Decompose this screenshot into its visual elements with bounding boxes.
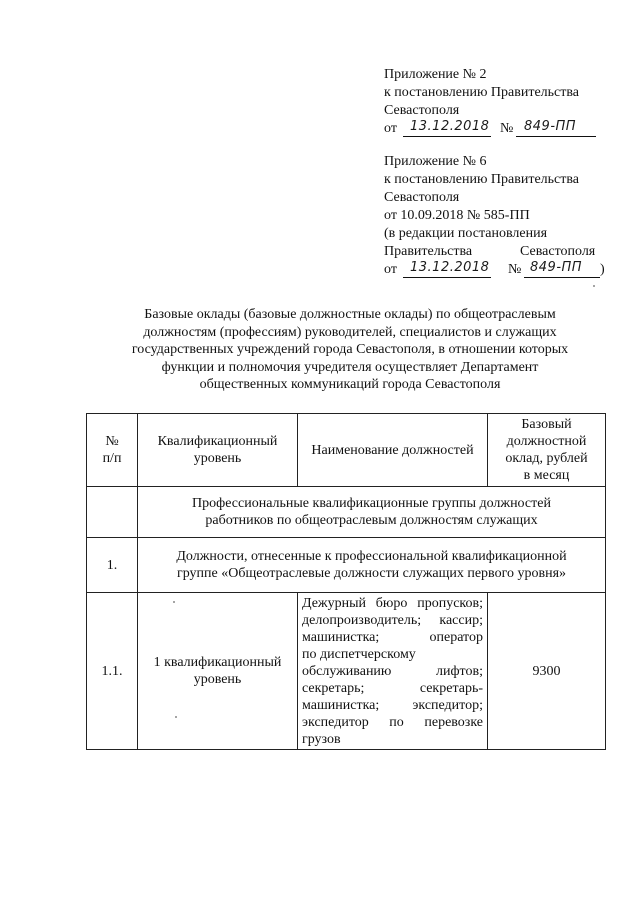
row-positions: Дежурный бюро пропусков; делопроизводитель; кассир; машинистка; оператор по диспетчерскому обслуживанию лифтов; секретарь; секретарь- машинистка; экспедитор; экспедитор по перевозке грузов — [298, 593, 488, 750]
appendix-6-number-prefix: № — [508, 262, 522, 277]
title-line: функции и полномочия учредителя осуществляет Департамент — [161, 359, 539, 375]
appendix-6-line6b: Севастополя — [520, 244, 596, 259]
appendix-2-date: 13.12.2018 — [410, 119, 490, 134]
appendix-6-line5: (в редакции постановления — [384, 226, 548, 241]
section-text: Должности, отнесенные к профессиональной квалификационной группе «Общеотраслевые должности служащих первого уровня» — [138, 538, 606, 593]
table-row — [87, 593, 606, 750]
scan-speck — [593, 285, 595, 287]
appendix-6-line6a: Правительства — [384, 244, 473, 259]
appendix-6-date: 13.12.2018 — [410, 260, 490, 275]
appendix-2-title: Приложение № 2 — [384, 67, 487, 82]
salary-table — [86, 413, 606, 750]
group-header-row — [87, 487, 606, 538]
appendix-2-number: 849-ПП — [524, 119, 577, 134]
row-level: 1 квалификационный уровень — [138, 593, 298, 750]
appendix-2-line2: к постановлению Правительства — [384, 85, 580, 100]
scan-speck — [175, 716, 177, 718]
row-salary: 9300 — [488, 593, 606, 750]
appendix-6-title: Приложение № 6 — [384, 154, 487, 169]
row-num: 1.1. — [87, 593, 138, 750]
appendix-6-date-underline — [403, 277, 491, 278]
title-line: должностям (профессиям) руководителей, специалистов и служащих — [143, 324, 557, 340]
appendix-2-date-prefix: от — [384, 121, 397, 136]
header-position: Наименование должностей — [298, 414, 488, 487]
header-salary: Базовый должностной оклад, рублей в месяц — [488, 414, 606, 487]
section-row — [87, 538, 606, 593]
appendix-6-line2: к постановлению Правительства — [384, 172, 580, 187]
document-title — [100, 306, 600, 394]
title-line: государственных учреждений города Севастополя, в отношении которых — [131, 342, 569, 357]
appendix-6-number-underline — [524, 277, 600, 278]
title-line: Базовые оклады (базовые должностные оклады) по общеотраслевым — [144, 307, 556, 322]
appendix-2-date-underline — [403, 136, 491, 137]
title-line: общественных коммуникаций города Севастополя — [199, 377, 501, 392]
group-header-text: Профессиональные квалификационные группы должностей работников по общеотраслевым должностям служащих — [138, 487, 606, 538]
appendix-6-date-prefix: от — [384, 262, 397, 277]
appendix-2-line3: Севастополя — [384, 103, 460, 118]
group-header-num — [87, 487, 138, 538]
header-num: № п/п — [87, 414, 138, 487]
header-level: Квалификационный уровень — [138, 414, 298, 487]
appendix-6-line4: от 10.09.2018 № 585-ПП — [384, 208, 530, 223]
table-header-row — [87, 414, 606, 487]
scan-speck — [173, 601, 175, 603]
appendix-2-number-underline — [516, 136, 596, 137]
appendix-6-line3: Севастополя — [384, 190, 460, 205]
appendix-6-number: 849-ПП — [530, 260, 583, 275]
appendix-2-number-prefix: № — [500, 121, 514, 136]
appendix-6-close-paren: ) — [600, 262, 605, 277]
section-num: 1. — [87, 538, 138, 593]
